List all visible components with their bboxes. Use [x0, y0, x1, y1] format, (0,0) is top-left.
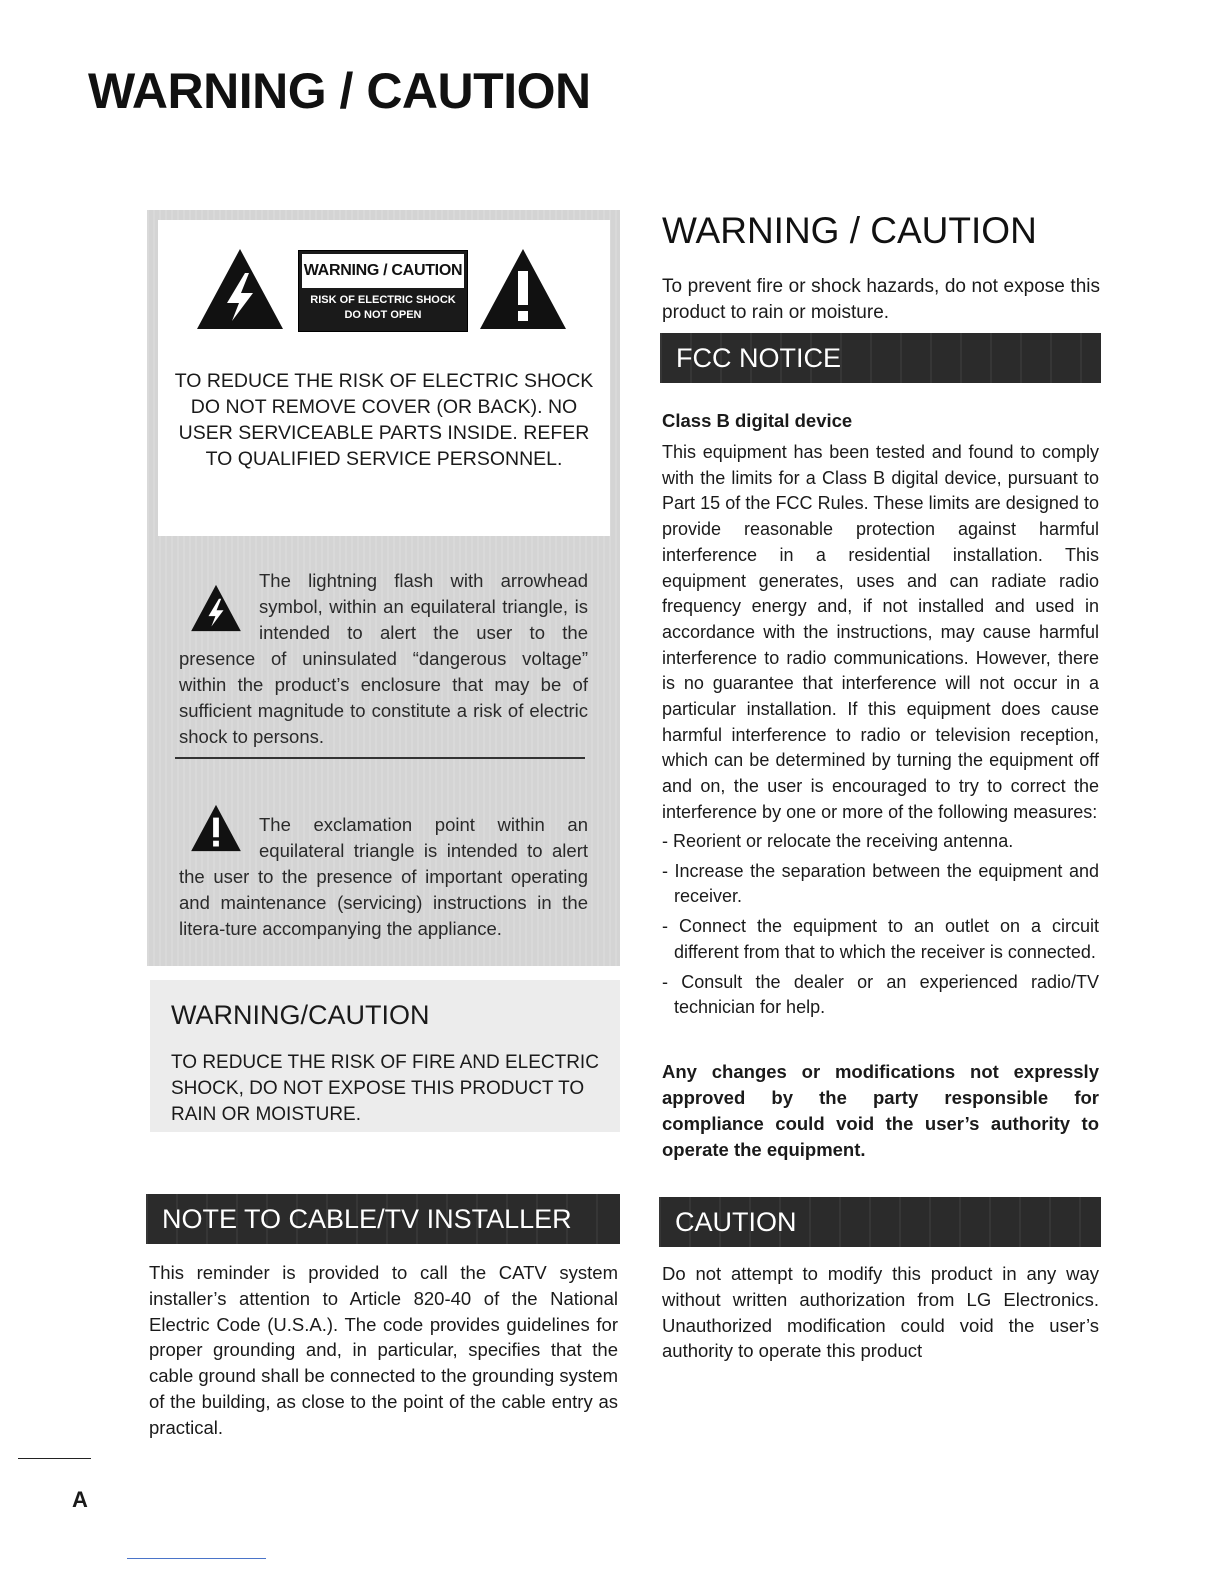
exclamation-symbol-text: The exclamation point within an equilateral triangle is intended to alert the user to the presence of important operating and maintenance (servicing) instructions in the litera-ture accompanying the appliance.: [179, 814, 588, 939]
exclamation-warning-icon: [478, 247, 568, 331]
caution-text: Do not attempt to modify this product in any way without written authorization from LG Electronics. Unauthorized modification could void the user’s authority to operate this product: [662, 1263, 1099, 1362]
page-number: A: [72, 1487, 88, 1512]
modification-warning: Any changes or modifications not expressly approved by the party responsible for compliance could void the user’s authority to operate the equipment.: [662, 1061, 1099, 1160]
fcc-body-text: This equipment has been tested and found to comply with the limits for a Class B digital device, pursuant to Part 15 of the FCC Rules. These limits are designed to provide reasonable protection against harmful interference in a residential installation. This equipment generates, uses and can radiate radio frequency energy and, if not installed and used in accordance with the instructions, may cause harmful interference to radio communications. However, there is no guarantee that interference will not occur in a particular installation. If this equipment does cause harmful interference to radio or television reception, which can be determined by turning the equipment off and on, the user is encouraged to try to correct the interference by one or more of the following measures:: [662, 442, 1099, 822]
cable-installer-text: This reminder is provided to call the CATV system installer’s attention to Article 820-40 of the National Electric Code (U.S.A.). The code provides guidelines for proper grounding and, in particular, specifies that the cable ground shall be connected to the grounding system of the building, as close to the point of the cable entry as practical.: [149, 1262, 618, 1438]
fire-warning-title: WARNING/CAUTION: [171, 1000, 430, 1030]
section-title: WARNING / CAUTION: [662, 210, 1037, 251]
fcc-measures-list: [662, 829, 1099, 1025]
footer-rule: [18, 1458, 91, 1459]
footer-link-underline: [127, 1558, 266, 1559]
list-item: - Connect the equipment to an outlet on a circuit different from that to which the receiver is connected.: [662, 916, 1099, 962]
panel-divider: [175, 757, 585, 759]
warning-label-line1: RISK OF ELECTRIC SHOCK: [310, 294, 456, 306]
cable-installer-banner: NOTE TO CABLE/TV INSTALLER: [146, 1194, 620, 1244]
caution-banner: CAUTION: [659, 1197, 1101, 1247]
warning-label-line2: DO NOT OPEN: [344, 309, 422, 321]
warning-label: [298, 250, 468, 332]
class-b-heading: Class B digital device: [662, 410, 853, 431]
list-item: - Increase the separation between the equipment and receiver.: [662, 860, 1099, 907]
fire-warning-text: TO REDUCE THE RISK OF FIRE AND ELECTRIC SHOCK, DO NOT EXPOSE THIS PRODUCT TO RAIN OR MOISTURE.: [171, 1052, 599, 1125]
fcc-notice-banner: FCC NOTICE: [660, 333, 1101, 383]
list-item: - Consult the dealer or an experienced radio/TV technician for help.: [662, 971, 1099, 1018]
list-item: - Reorient or relocate the receiving antenna.: [662, 831, 1014, 851]
lightning-warning-icon: [195, 247, 285, 331]
warning-label-title: WARNING / CAUTION: [302, 254, 464, 288]
page-title: WARNING / CAUTION: [88, 63, 591, 119]
lightning-symbol-text: The lightning flash with arrowhead symbol, within an equilateral triangle, is intended to alert the user to the presence of uninsulated “dangerous voltage” within the product’s enclosure that may be of sufficient magnitude to constitute a risk of electric shock to persons.: [179, 570, 588, 747]
intro-text: To prevent fire or shock hazards, do not expose this product to rain or moisture.: [662, 276, 1100, 323]
shock-warning-text: TO REDUCE THE RISK OF ELECTRIC SHOCK DO NOT REMOVE COVER (OR BACK). NO USER SERVICEABLE PARTS INSIDE. REFER TO QUALIFIED SERVICE PERSONNEL.: [174, 370, 594, 470]
